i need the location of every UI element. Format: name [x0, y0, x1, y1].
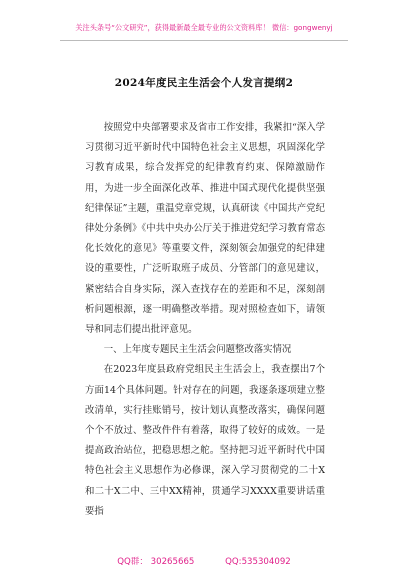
footer-contact — [0, 555, 408, 567]
header-banner: 关注头条号“公文研究”，获得最新最全最专业的公文资料库！ 微信：gongwenyj — [75, 23, 333, 32]
header-divider — [60, 40, 348, 41]
body-paragraph-intro: 按照党中央部署要求及省市工作安排，我紧扣“深入学习贯彻习近平新时代中国特色社会主义思想，巩固深化学习教育成果，综合发挥党的纪律教育约束、保障激励作用，为进一步全面深化改革、推进中国式现代化提供坚强纪律保证”主题，重温党章党规，认真研读《中国共产党纪律处分条例》《中共中央办公厅关于推进党纪学习教育常态化长效化的意见》等重要文件，深刻领会加强党的纪律建设的重要性，广泛听取班子成员、分管部门的意见建议，紧密结合自身实际，深入查找存在的差距和不足，深刻剖析问题根源，逐一明确整改举措。现对照检查如下，请领导和同志们提出批评意见。 — [85, 122, 325, 336]
footer-qq-group: QQ群： 30265665 — [117, 557, 195, 567]
footer-qq: QQ:535304092 — [225, 557, 291, 567]
section-heading: 一、上年度专题民主生活会问题整改落实情况 — [103, 344, 292, 356]
document-body — [85, 118, 325, 522]
body-paragraph-section1: 在2023年度县政府党组民主生活会上，我查摆出7个方面14个具体问题。针对存在的问题，我逐条逐项建立整改清单，实行挂账销号，按计划认真整改落实，确保问题个个不放过、整改件件有着落，取得了较好的成效。一是提高政治站位，把稳思想之舵。坚持把习近平新时代中国特色社会主义思想作为必修课，深入学习贯彻党的二十X和二十X二中、三中XX精神，贯通学习XXXX重要讲话重要指 — [85, 364, 325, 517]
document-title: 2024年度民主生活会个人发言提纲2 — [114, 77, 294, 89]
